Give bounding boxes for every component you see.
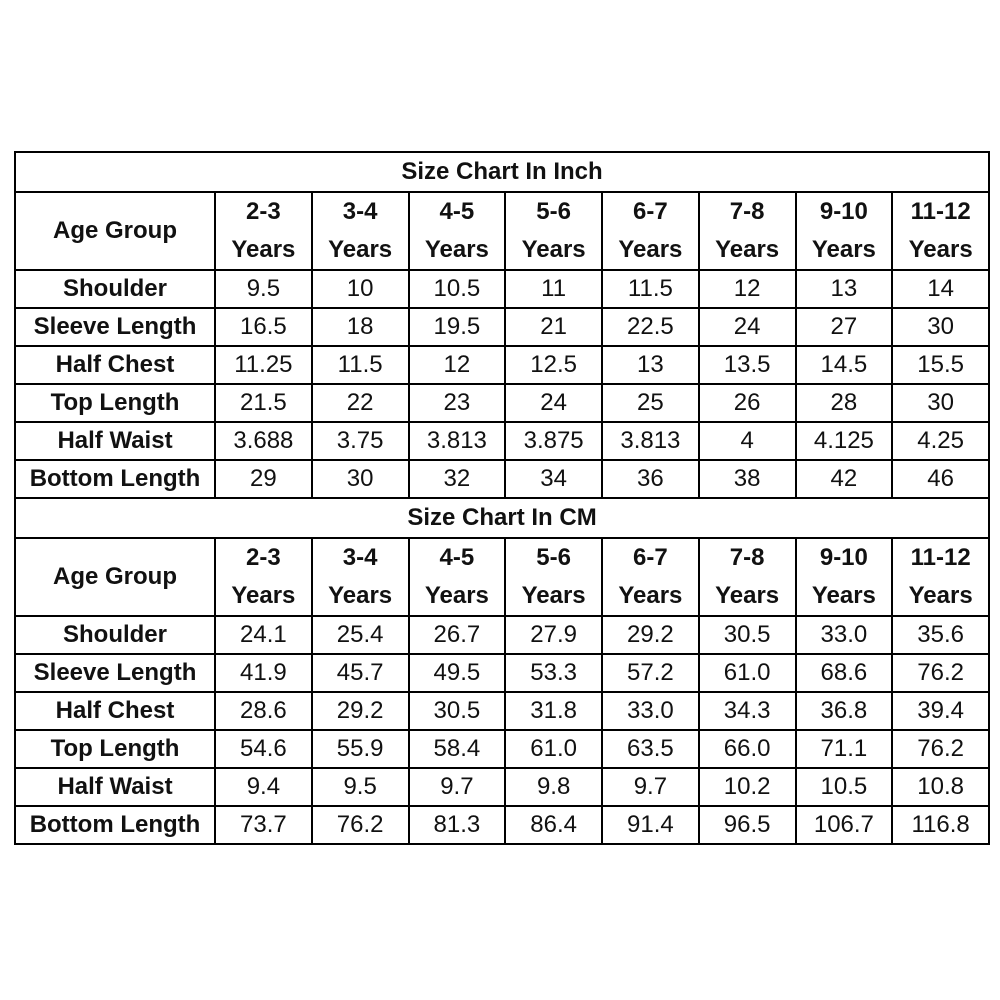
age-range: 2-3 [246,544,281,571]
measurement-value: 96.5 [699,806,796,844]
age-column-header [892,192,989,270]
table-row [15,384,989,422]
age-column-header [796,192,893,270]
age-column-header [892,538,989,616]
measurement-value: 3.688 [215,422,312,460]
measurement-label: Bottom Length [15,806,215,844]
age-column-header [602,538,699,616]
measurement-value: 42 [796,460,893,498]
age-range: 5-6 [536,198,571,225]
measurement-value: 46 [892,460,989,498]
measurement-value: 4.125 [796,422,893,460]
age-unit: Years [618,582,683,609]
measurement-value: 9.5 [312,768,409,806]
size-chart-table [14,151,990,845]
measurement-value: 28 [796,384,893,422]
measurement-value: 31.8 [505,692,602,730]
age-column-header [505,538,602,616]
table-row [15,806,989,844]
age-unit: Years [811,236,876,263]
table-title: Size Chart In Inch [15,152,989,192]
age-range: 9-10 [819,544,868,571]
measurement-value: 23 [409,384,506,422]
age-range: 3-4 [342,544,378,571]
measurement-value: 3.813 [602,422,699,460]
measurement-value: 30 [892,308,989,346]
size-chart-container [14,151,988,845]
measurement-value: 86.4 [505,806,602,844]
measurement-value: 39.4 [892,692,989,730]
measurement-value: 4.25 [892,422,989,460]
measurement-value: 66.0 [699,730,796,768]
measurement-value: 9.5 [215,270,312,308]
age-column-header [505,192,602,270]
measurement-value: 13 [602,346,699,384]
measurement-value: 11.25 [215,346,312,384]
measurement-value: 13 [796,270,893,308]
age-unit: Years [231,582,296,609]
measurement-value: 35.6 [892,616,989,654]
measurement-label: Half Chest [15,346,215,384]
measurement-value: 25 [602,384,699,422]
age-unit: Years [231,236,296,263]
age-unit: Years [908,236,973,263]
measurement-label: Sleeve Length [15,308,215,346]
measurement-value: 10.2 [699,768,796,806]
measurement-value: 19.5 [409,308,506,346]
measurement-value: 9.7 [602,768,699,806]
measurement-value: 10.5 [796,768,893,806]
measurement-value: 91.4 [602,806,699,844]
table-title: Size Chart In CM [15,498,989,538]
table-row [15,346,989,384]
age-column-header [699,192,796,270]
age-range: 7-8 [729,544,765,571]
age-unit: Years [521,236,586,263]
age-unit: Years [811,582,876,609]
age-group-header: Age Group [15,538,215,616]
measurement-label: Half Waist [15,768,215,806]
measurement-value: 33.0 [796,616,893,654]
measurement-value: 30.5 [409,692,506,730]
measurement-value: 26 [699,384,796,422]
measurement-label: Half Waist [15,422,215,460]
measurement-value: 68.6 [796,654,893,692]
table-row [15,422,989,460]
measurement-value: 27.9 [505,616,602,654]
measurement-value: 49.5 [409,654,506,692]
measurement-label: Bottom Length [15,460,215,498]
measurement-value: 61.0 [699,654,796,692]
age-column-header [796,538,893,616]
age-range: 3-4 [342,198,378,225]
age-range: 2-3 [246,198,281,225]
measurement-value: 61.0 [505,730,602,768]
measurement-label: Shoulder [15,616,215,654]
age-group-header: Age Group [15,192,215,270]
measurement-value: 12.5 [505,346,602,384]
measurement-value: 10.8 [892,768,989,806]
measurement-label: Half Chest [15,692,215,730]
measurement-value: 11.5 [312,346,409,384]
measurement-value: 3.875 [505,422,602,460]
age-column-header [215,538,312,616]
measurement-value: 24.1 [215,616,312,654]
measurement-value: 28.6 [215,692,312,730]
age-column-header [215,192,312,270]
age-unit: Years [715,236,780,263]
age-column-header [602,192,699,270]
age-range: 7-8 [729,198,765,225]
measurement-value: 116.8 [892,806,989,844]
age-unit: Years [908,582,973,609]
age-column-header [312,538,409,616]
measurement-value: 76.2 [892,654,989,692]
measurement-value: 10 [312,270,409,308]
measurement-label: Top Length [15,730,215,768]
measurement-value: 11 [505,270,602,308]
table-row [15,460,989,498]
measurement-value: 9.8 [505,768,602,806]
measurement-value: 16.5 [215,308,312,346]
measurement-value: 11.5 [602,270,699,308]
age-range: 11-12 [910,544,971,571]
table-row [15,308,989,346]
measurement-value: 14.5 [796,346,893,384]
measurement-value: 30 [892,384,989,422]
measurement-value: 106.7 [796,806,893,844]
measurement-value: 29.2 [312,692,409,730]
measurement-label: Top Length [15,384,215,422]
age-range: 5-6 [536,544,571,571]
measurement-label: Sleeve Length [15,654,215,692]
measurement-value: 29.2 [602,616,699,654]
measurement-value: 36 [602,460,699,498]
measurement-value: 73.7 [215,806,312,844]
age-unit: Years [328,236,393,263]
measurement-value: 30 [312,460,409,498]
measurement-value: 29 [215,460,312,498]
measurement-value: 13.5 [699,346,796,384]
measurement-value: 36.8 [796,692,893,730]
measurement-value: 21.5 [215,384,312,422]
measurement-value: 76.2 [312,806,409,844]
measurement-value: 32 [409,460,506,498]
age-unit: Years [424,236,489,263]
age-column-header [409,192,506,270]
table-title-row [15,152,989,192]
table-row [15,654,989,692]
measurement-value: 45.7 [312,654,409,692]
age-unit: Years [424,582,489,609]
age-range: 11-12 [910,198,971,225]
measurement-value: 26.7 [409,616,506,654]
age-range: 6-7 [633,198,668,225]
measurement-label: Shoulder [15,270,215,308]
measurement-value: 25.4 [312,616,409,654]
table-row [15,692,989,730]
measurement-value: 63.5 [602,730,699,768]
measurement-value: 18 [312,308,409,346]
measurement-value: 15.5 [892,346,989,384]
age-range: 9-10 [819,198,868,225]
header-row [15,538,989,616]
measurement-value: 14 [892,270,989,308]
measurement-value: 34.3 [699,692,796,730]
measurement-value: 58.4 [409,730,506,768]
measurement-value: 12 [409,346,506,384]
measurement-value: 76.2 [892,730,989,768]
measurement-value: 10.5 [409,270,506,308]
age-unit: Years [328,582,393,609]
measurement-value: 57.2 [602,654,699,692]
measurement-value: 34 [505,460,602,498]
measurement-value: 55.9 [312,730,409,768]
header-row [15,192,989,270]
age-unit: Years [521,582,586,609]
measurement-value: 22.5 [602,308,699,346]
measurement-value: 9.7 [409,768,506,806]
measurement-value: 30.5 [699,616,796,654]
table-row [15,616,989,654]
age-range: 6-7 [633,544,668,571]
measurement-value: 24 [699,308,796,346]
age-column-header [699,538,796,616]
measurement-value: 81.3 [409,806,506,844]
table-row [15,768,989,806]
measurement-value: 41.9 [215,654,312,692]
measurement-value: 21 [505,308,602,346]
age-range: 4-5 [439,544,475,571]
measurement-value: 12 [699,270,796,308]
measurement-value: 53.3 [505,654,602,692]
table-row [15,270,989,308]
table-title-row [15,498,989,538]
measurement-value: 9.4 [215,768,312,806]
age-range: 4-5 [439,198,475,225]
measurement-value: 3.75 [312,422,409,460]
measurement-value: 3.813 [409,422,506,460]
measurement-value: 22 [312,384,409,422]
measurement-value: 24 [505,384,602,422]
age-unit: Years [715,582,780,609]
table-row [15,730,989,768]
measurement-value: 38 [699,460,796,498]
age-column-header [409,538,506,616]
measurement-value: 71.1 [796,730,893,768]
measurement-value: 27 [796,308,893,346]
measurement-value: 4 [699,422,796,460]
measurement-value: 54.6 [215,730,312,768]
measurement-value: 33.0 [602,692,699,730]
age-column-header [312,192,409,270]
age-unit: Years [618,236,683,263]
